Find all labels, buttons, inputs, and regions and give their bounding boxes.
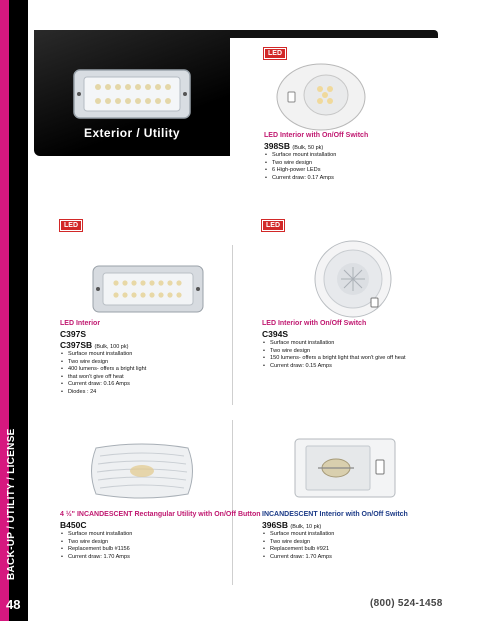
- column-divider: [232, 420, 233, 585]
- led-badge: LED: [262, 220, 284, 231]
- sidebar: [0, 0, 28, 621]
- feature-item: • Two wire design: [68, 359, 146, 367]
- feature-item: • Surface mount installation: [68, 531, 132, 539]
- product-code-text: 396SB: [262, 520, 288, 530]
- led-badge: LED: [60, 220, 82, 231]
- feature-item: • Replacement bulb #1156: [68, 546, 132, 554]
- column-divider: [232, 245, 233, 405]
- feature-list: [60, 351, 146, 397]
- product-code-note: (Bulk, 50 pk): [292, 145, 324, 151]
- product-title: 4 ½" INCANDESCENT Rectangular Utility with On/Off Button: [60, 511, 261, 518]
- product-code-text: C397SB: [60, 340, 93, 350]
- hero-top-band: [230, 30, 438, 38]
- product-code-bulk: [60, 340, 128, 350]
- incandescent-rectangular-light-image: [86, 442, 198, 500]
- feature-item: • Current draw: 0.15 Amps: [270, 363, 406, 371]
- led-badge: LED: [264, 48, 286, 59]
- product-code: B450C: [60, 520, 87, 530]
- feature-item: • 6 High-power LEDs: [272, 167, 336, 175]
- feature-item: • 150 lumens- offers a bright light that won't give off heat: [270, 355, 406, 363]
- product-title: LED Interior with On/Off Switch: [262, 320, 367, 327]
- feature-list: [60, 531, 132, 561]
- hero-title: Exterior / Utility: [84, 126, 180, 140]
- product-title: LED Interior: [60, 320, 101, 327]
- feature-item: • Two wire design: [272, 160, 336, 168]
- feature-item: • Two wire design: [68, 539, 132, 547]
- round-light-image: [312, 238, 394, 320]
- feature-list: [262, 531, 334, 561]
- feature-item: • Two wire design: [270, 348, 406, 356]
- product-code: [262, 520, 321, 530]
- section-label: BACK-UP / UTILITY / LICENSE: [6, 428, 17, 580]
- feature-item: • Replacement bulb #921: [270, 546, 334, 554]
- product-code: C397S: [60, 329, 86, 339]
- feature-item: • Surface mount installation: [270, 531, 334, 539]
- product-code-note: (Bulk, 10 pk): [290, 524, 322, 530]
- phone-number: (800) 524-1458: [370, 598, 443, 609]
- rectangular-led-light-image: [92, 265, 204, 313]
- feature-item: • Current draw: 0.16 Amps: [68, 381, 146, 389]
- product-title: INCANDESCENT Interior with On/Off Switch: [262, 511, 408, 518]
- hero-light-image: [72, 68, 192, 120]
- dome-light-image: [276, 62, 366, 132]
- feature-item: • Surface mount installation: [68, 351, 146, 359]
- page-number: 48: [6, 597, 21, 612]
- incandescent-interior-light-image: [294, 438, 396, 498]
- product-title: LED Interior with On/Off Switch: [264, 132, 369, 139]
- feature-list: [262, 340, 406, 370]
- feature-list: [264, 152, 336, 182]
- feature-item: • 400 lumens- offers a bright light: [68, 366, 146, 374]
- product-code-text: 398SB: [264, 141, 290, 151]
- product-code: [264, 141, 323, 151]
- feature-item: • Current draw: 0.17 Amps: [272, 175, 336, 183]
- feature-item: • Surface mount installation: [270, 340, 406, 348]
- feature-item: • Diodes : 24: [68, 389, 146, 397]
- feature-item: • Current draw: 1.70 Amps: [270, 554, 334, 562]
- feature-item: • Two wire design: [270, 539, 334, 547]
- feature-item: • Current draw: 1.70 Amps: [68, 554, 132, 562]
- product-code: C394S: [262, 329, 288, 339]
- hero-banner: [34, 30, 438, 156]
- product-code-note: (Bulk, 100 pk): [94, 344, 129, 350]
- feature-item: • that won't give off heat: [68, 374, 146, 382]
- feature-item: • Surface mount installation: [272, 152, 336, 160]
